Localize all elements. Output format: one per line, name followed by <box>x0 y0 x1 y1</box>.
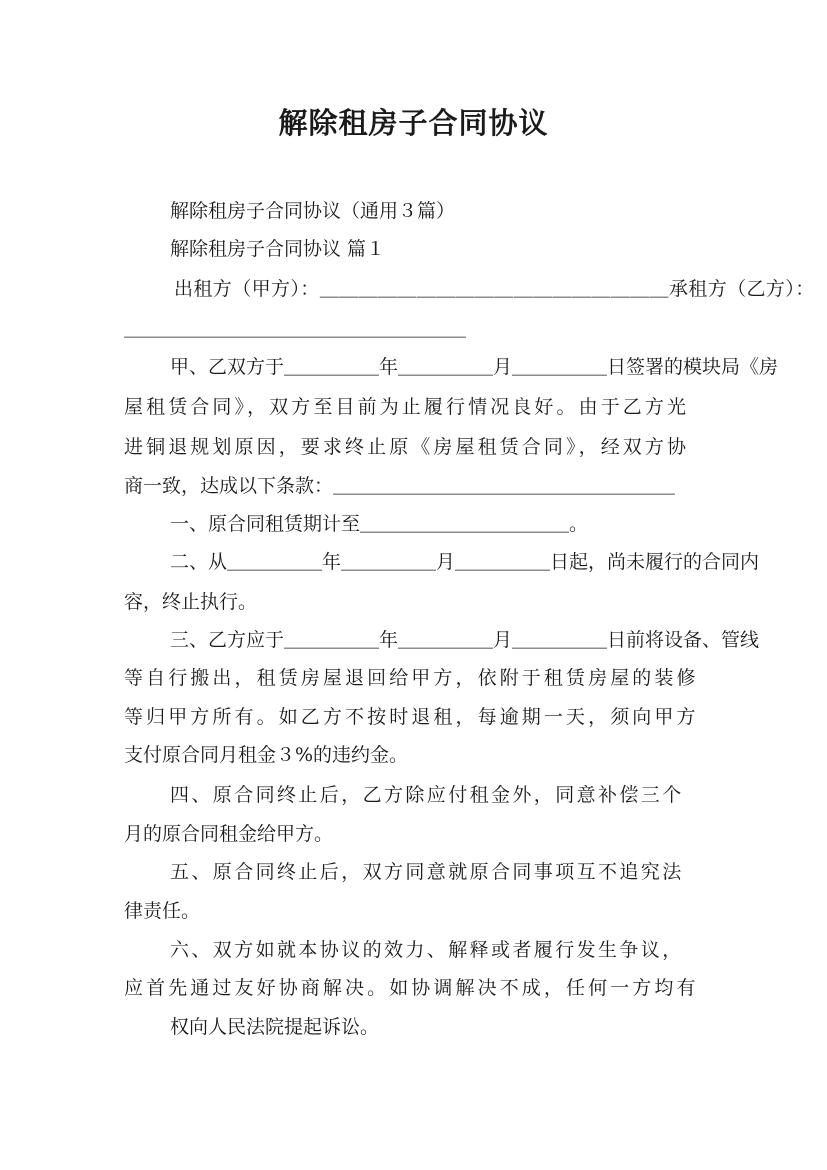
subtitle-line: 解除租房子合同协议（通用３篇） <box>170 200 456 222</box>
clause-4-cont: 月的原合同租金给甲方。 <box>124 823 334 845</box>
paragraph-line: 进铜退规划原因，要求终止原《房屋租赁合同》，经双方协 <box>124 436 690 458</box>
clause-2: 二、从＿＿＿＿＿年＿＿＿＿＿月＿＿＿＿＿日起，尚未履行的合同内 <box>170 551 760 573</box>
clause-5: 五、原合同终止后，双方同意就原合同事项互不追究法 <box>170 861 684 883</box>
paragraph-line: 商一致，达成以下条款：＿＿＿＿＿＿＿＿＿＿＿＿＿＿＿＿＿＿ <box>124 475 676 497</box>
paragraph-line: 屋租赁合同》，双方至目前为止履行情况良好。由于乙方光 <box>124 396 690 418</box>
clause-6: 六、双方如就本协议的效力、解释或者履行发生争议， <box>170 939 684 961</box>
clause-3: 三、乙方应于＿＿＿＿＿年＿＿＿＿＿月＿＿＿＿＿日前将设备、管线 <box>170 629 760 651</box>
clause-6-cont: 应首先通过友好协商解决。如协调解决不成，任何一方均有 <box>124 977 699 999</box>
clause-3-cont: 等自行搬出，租赁房屋退回给甲方，依附于租赁房屋的装修 <box>124 667 699 689</box>
clause-4: 四、原合同终止后，乙方除应付租金外，同意补偿三个 <box>170 784 684 806</box>
document-title: 解除租房子合同协议 <box>278 106 549 140</box>
lessor-lessee-line: 出租方（甲方）：＿＿＿＿＿＿＿＿＿＿＿＿＿＿＿＿＿＿承租方（乙方）： <box>174 278 815 300</box>
clause-2-cont: 容，终止执行。 <box>124 591 258 613</box>
clause-1: 一、原合同租赁期计至＿＿＿＿＿＿＿＿＿＿＿。 <box>170 513 589 535</box>
clause-6-cont: 权向人民法院提起诉讼。 <box>170 1016 380 1038</box>
paragraph-line: 甲、乙双方于＿＿＿＿＿年＿＿＿＿＿月＿＿＿＿＿日签署的模块局《房 <box>170 356 779 378</box>
lessee-blank-line: ＿＿＿＿＿＿＿＿＿＿＿＿＿＿＿＿＿＿ <box>124 318 467 340</box>
clause-5-cont: 律责任。 <box>124 900 201 922</box>
section-heading: 解除租房子合同协议 篇１ <box>170 238 386 260</box>
clause-3-cont: 支付原合同月租金３%的违约金。 <box>124 744 409 766</box>
clause-3-cont: 等归甲方所有。如乙方不按时退租，每逾期一天，须向甲方 <box>124 706 699 728</box>
